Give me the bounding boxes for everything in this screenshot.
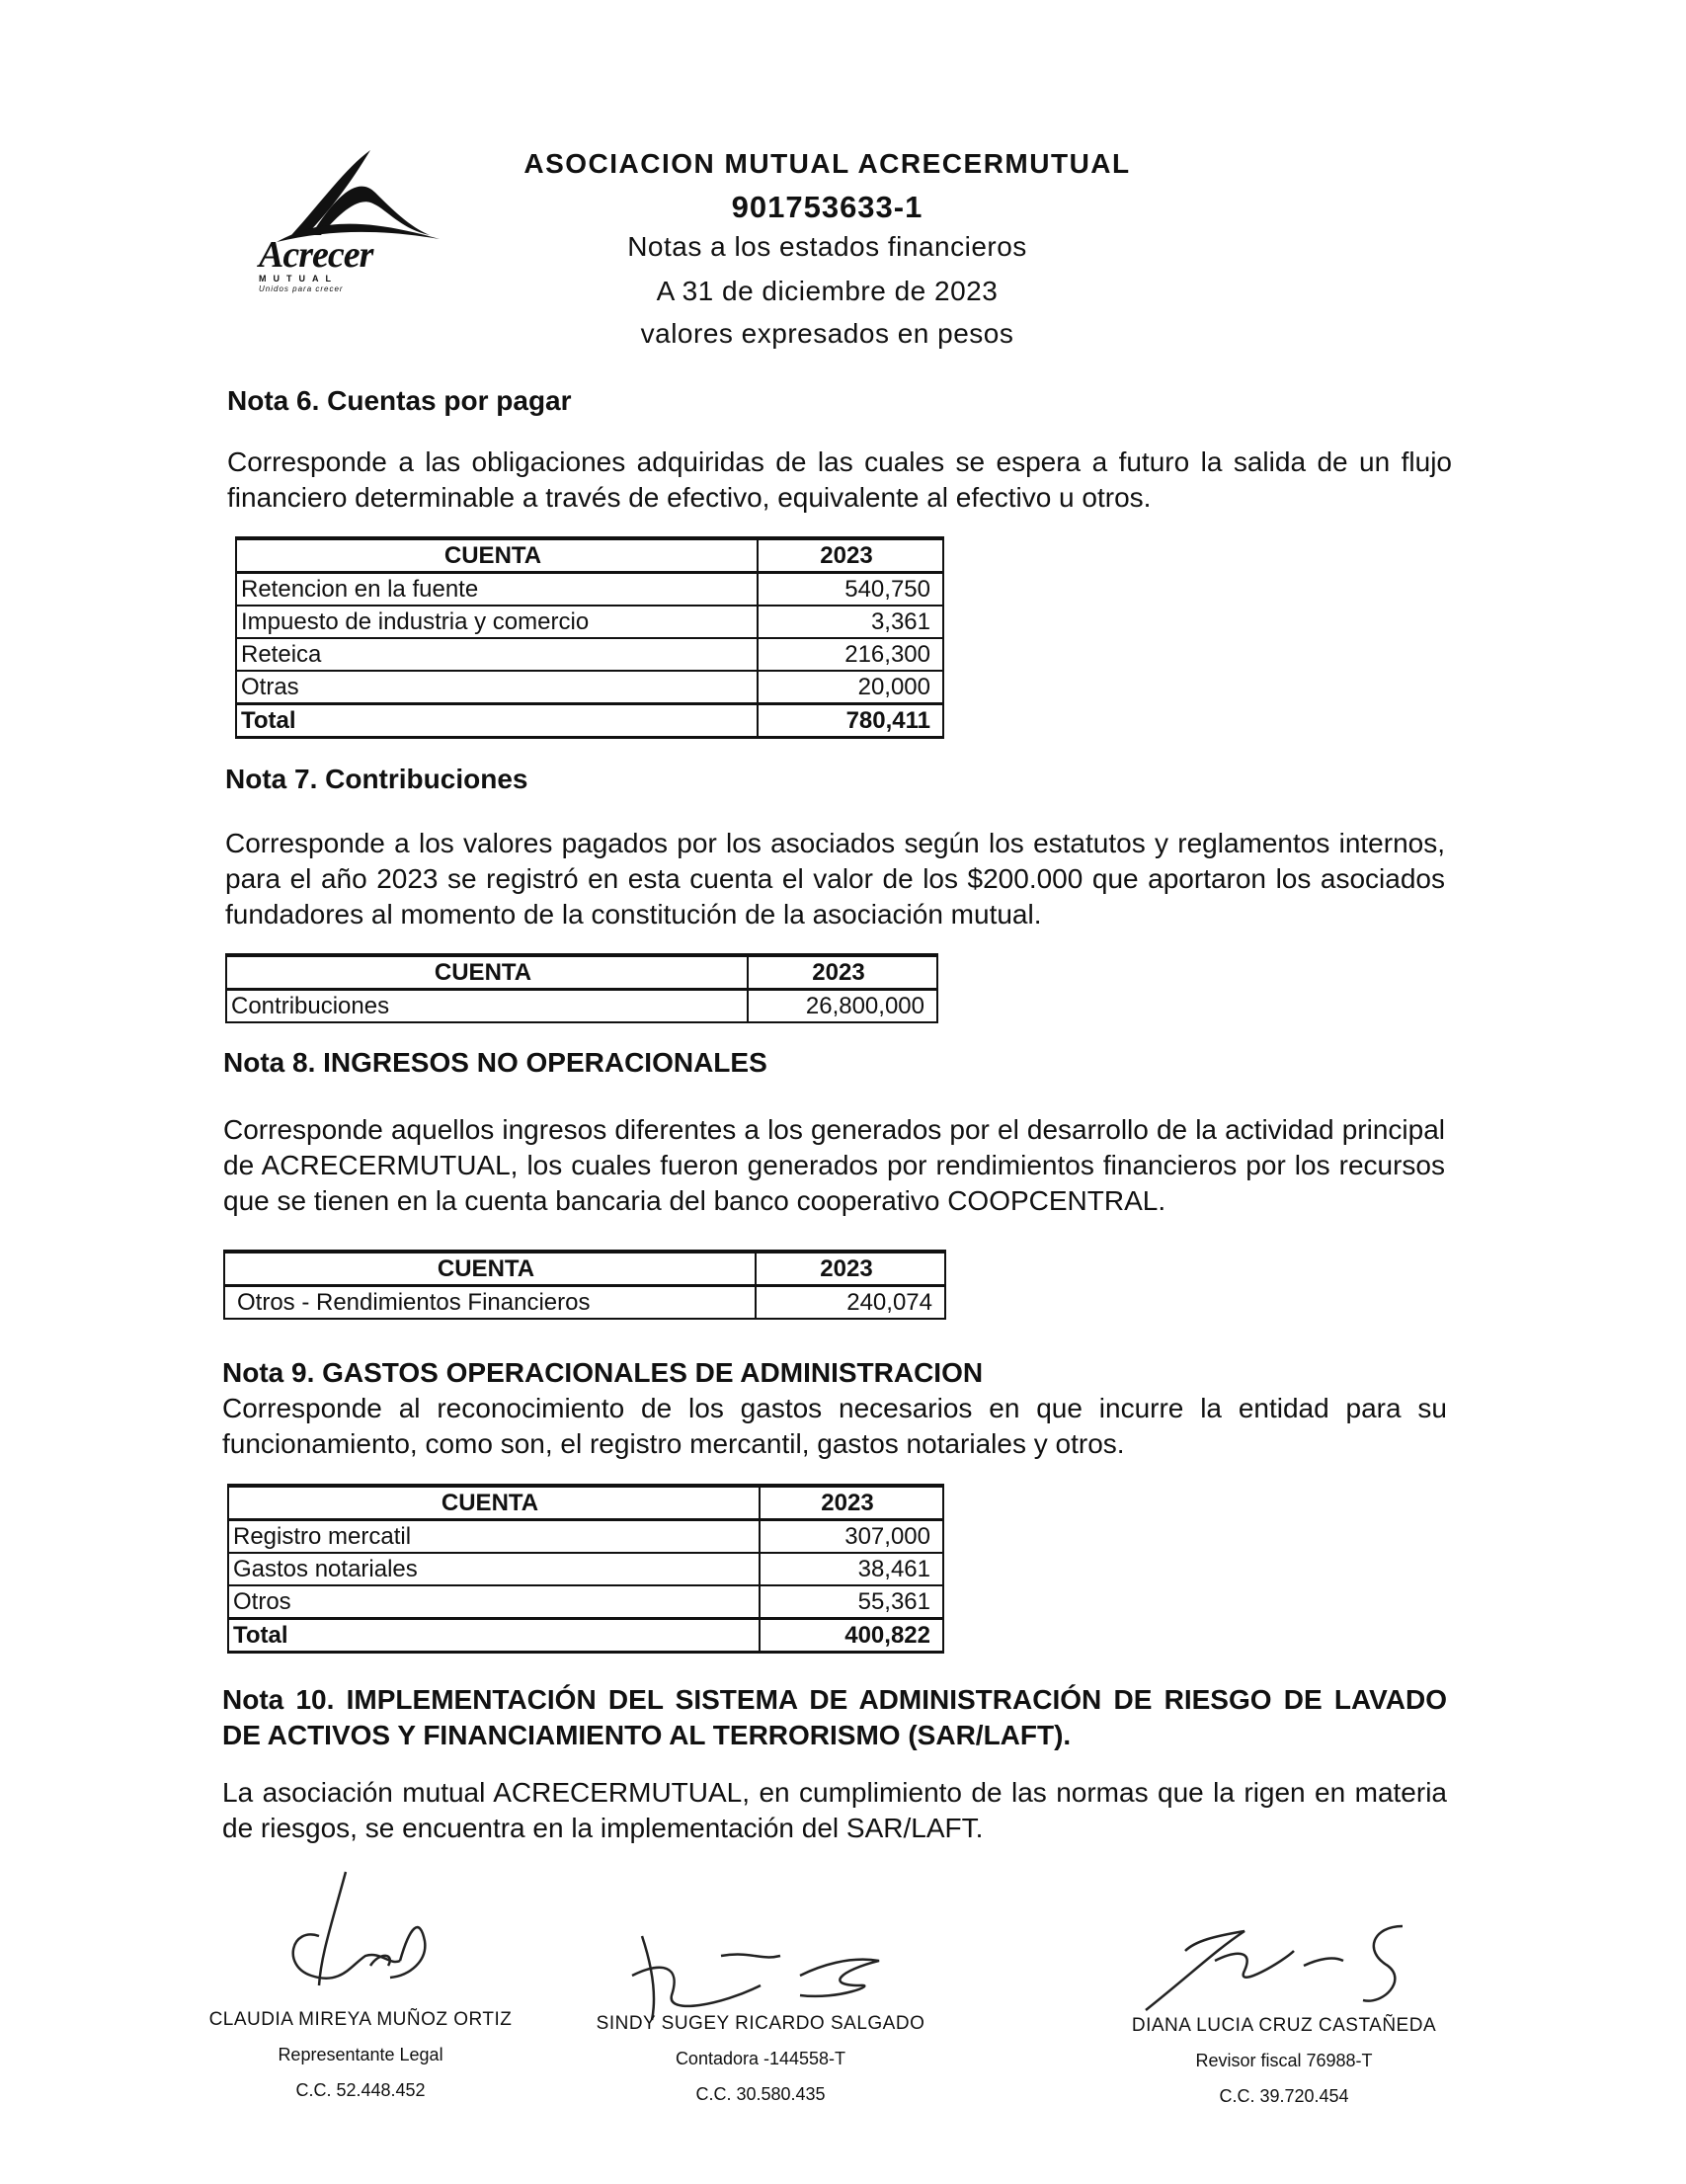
cuenta-cell: Otros (228, 1585, 760, 1619)
total-label: Total (236, 704, 758, 738)
signature-3-icon (1136, 1911, 1422, 2020)
table-row (236, 573, 943, 607)
document-date: A 31 de diciembre de 2023 (656, 276, 999, 306)
col-cuenta-header: CUENTA (236, 538, 758, 573)
table-row (228, 1585, 943, 1619)
cuenta-cell: Otros - Rendimientos Financieros (224, 1286, 756, 1320)
value-cell: 38,461 (760, 1553, 943, 1585)
cuenta-cell: Gastos notariales (228, 1553, 760, 1585)
cuenta-cell: Otras (236, 671, 758, 704)
signature-name-2: SINDY SUGEY RICARDO SALGADO (596, 2013, 925, 2034)
value-cell: 26,800,000 (748, 990, 937, 1023)
organization-name: ASOCIACION MUTUAL ACRECERMUTUAL (523, 148, 1131, 179)
currency-note: valores expresados en pesos (640, 318, 1014, 349)
table-row (236, 606, 943, 638)
nota9-title: Nota 9. GASTOS OPERACIONALES DE ADMINISTRACION (222, 1357, 984, 1388)
logo-subtext: MUTUAL (259, 274, 338, 283)
value-cell: 3,361 (758, 606, 943, 638)
col-cuenta-header: CUENTA (228, 1486, 760, 1520)
total-label: Total (228, 1619, 760, 1653)
table-header-row (226, 955, 937, 990)
signature-role-3: Revisor fiscal 76988-T (1195, 2051, 1373, 2070)
signature-id-3: C.C. 39.720.454 (1219, 2086, 1349, 2106)
document-title: Notas a los estados financieros (627, 231, 1027, 262)
nota7-table (225, 953, 938, 1023)
signature-2-icon (612, 1926, 909, 2025)
value-cell: 216,300 (758, 638, 943, 671)
table-row (228, 1553, 943, 1585)
cuenta-cell: Contribuciones (226, 990, 748, 1023)
col-year-header: 2023 (758, 538, 943, 573)
total-value: 780,411 (758, 704, 943, 738)
signature-id-1: C.C. 52.448.452 (295, 2080, 426, 2100)
signature-1-icon (272, 1867, 449, 1995)
nota6-text: Corresponde a las obligaciones adquiridas de las cuales se espera a futuro la salida de un flujo financiero determinable a través de efectivo, equivalente al efectivo u otros. (227, 446, 1452, 513)
nota7-text: Corresponde a los valores pagados por los asociados según los estatutos y reglamentos internos, para el año 2023 se registró en esta cuenta el valor de los $200.000 que aportaron los asociados fundadores al momento de la constitución de la asociación mutual. (225, 828, 1445, 930)
table-header-row (228, 1486, 943, 1520)
total-row (228, 1619, 943, 1653)
nota8-title: Nota 8. INGRESOS NO OPERACIONALES (223, 1047, 767, 1078)
signature-name-3: DIANA LUCIA CRUZ CASTAÑEDA (1131, 2015, 1437, 2036)
table-header-row (236, 538, 943, 573)
table-row (228, 1520, 943, 1554)
col-cuenta-header: CUENTA (226, 955, 748, 990)
nota10-title: Nota 10. IMPLEMENTACIÓN DEL SISTEMA DE ADMINISTRACIÓN DE RIESGO DE LAVADO DE ACTIVOS Y FINANCIAMIENTO AL TERRORISMO (SAR/LAFT). (222, 1684, 1447, 1750)
signature-name-1: CLAUDIA MIREYA MUÑOZ ORTIZ (208, 2009, 513, 2030)
organization-nit: 901753633-1 (731, 190, 923, 224)
col-year-header: 2023 (748, 955, 937, 990)
logo-mark-icon (252, 148, 444, 247)
nota6-table (235, 536, 944, 739)
logo-text: Acrecer (259, 234, 373, 276)
signature-id-2: C.C. 30.580.435 (695, 2084, 826, 2104)
value-cell: 240,074 (756, 1286, 945, 1320)
col-year-header: 2023 (756, 1252, 945, 1286)
value-cell: 20,000 (758, 671, 943, 704)
nota7-title: Nota 7. Contribuciones (225, 764, 528, 794)
table-header-row (224, 1252, 945, 1286)
nota6-title: Nota 6. Cuentas por pagar (227, 385, 572, 416)
total-value: 400,822 (760, 1619, 943, 1653)
table-row (226, 990, 937, 1023)
signature-role-2: Contadora -144558-T (675, 2049, 846, 2068)
cuenta-cell: Reteica (236, 638, 758, 671)
value-cell: 540,750 (758, 573, 943, 607)
col-year-header: 2023 (760, 1486, 943, 1520)
nota9-text: Corresponde al reconocimiento de los gastos necesarios en que incurre la entidad para su funcionamiento, como son, el registro mercantil, gastos notariales y otros. (222, 1393, 1447, 1459)
nota8-text: Corresponde aquellos ingresos diferentes a los generados por el desarrollo de la actividad principal de ACRECERMUTUAL, los cuales fueron generados por rendimientos financieros por los recursos que se tienen en la cuenta bancaria del banco cooperativo COOPCENTRAL. (223, 1114, 1445, 1216)
table-row (224, 1286, 945, 1320)
value-cell: 55,361 (760, 1585, 943, 1619)
cuenta-cell: Retencion en la fuente (236, 573, 758, 607)
total-row (236, 704, 943, 738)
col-cuenta-header: CUENTA (224, 1252, 756, 1286)
table-row (236, 671, 943, 704)
value-cell: 307,000 (760, 1520, 943, 1554)
nota8-table (223, 1250, 946, 1320)
cuenta-cell: Registro mercatil (228, 1520, 760, 1554)
signature-role-1: Representante Legal (278, 2045, 443, 2064)
cuenta-cell: Impuesto de industria y comercio (236, 606, 758, 638)
nota10-text: La asociación mutual ACRECERMUTUAL, en cumplimiento de las normas que la rigen en materia de riesgos, se encuentra en la implementación del SAR/LAFT. (222, 1777, 1447, 1843)
logo-tagline: Unidos para crecer (259, 284, 344, 293)
table-row (236, 638, 943, 671)
nota9-table (227, 1484, 944, 1654)
